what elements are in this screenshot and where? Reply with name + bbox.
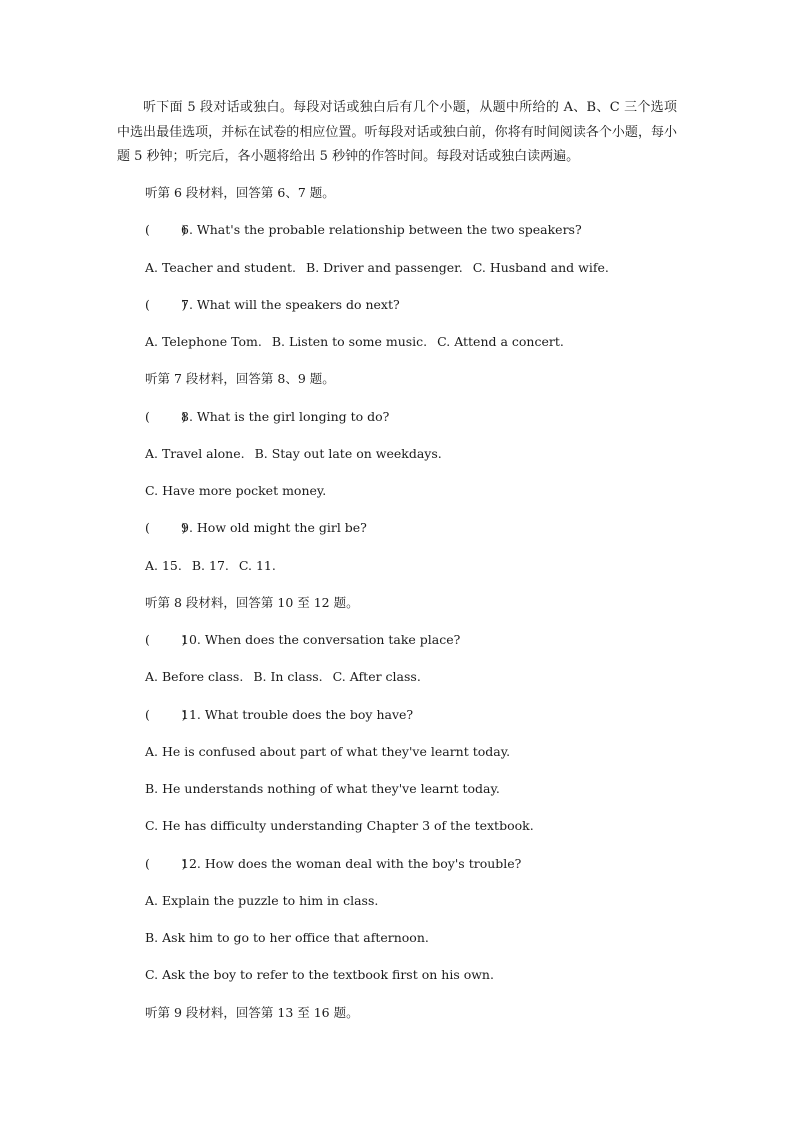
section-heading-6: 听第 6 段材料，回答第 6、7 题。 bbox=[145, 185, 335, 200]
answer-blank: ( ) bbox=[145, 856, 187, 871]
option-a: A. Telephone Tom. bbox=[145, 334, 262, 349]
answer-blank: ( ) bbox=[145, 707, 187, 722]
question-11-text: 11. What trouble does the boy have? bbox=[181, 707, 414, 722]
option-b: B. Driver and passenger. bbox=[306, 260, 463, 275]
question-6-options bbox=[145, 260, 609, 276]
option-b: B. 17. bbox=[191, 558, 229, 573]
question-6-text: 6. What's the probable relationship between the two speakers? bbox=[181, 222, 582, 237]
question-10-options bbox=[145, 669, 421, 685]
question-9-options bbox=[145, 558, 276, 574]
question-11-option-c: C. He has difficulty understanding Chapter 3 of the textbook. bbox=[145, 818, 534, 833]
option-a: A. Travel alone. bbox=[145, 446, 245, 461]
question-7 bbox=[145, 297, 400, 313]
option-b: B. In class. bbox=[253, 669, 323, 684]
option-a: A. Teacher and student. bbox=[145, 260, 297, 275]
answer-blank: ( ) bbox=[145, 632, 187, 647]
option-c: C. Attend a concert. bbox=[437, 334, 564, 349]
question-10 bbox=[145, 632, 460, 648]
question-8 bbox=[145, 409, 389, 425]
listening-instructions: 听下面 5 段对话或独白。每段对话或独白后有几个小题，从题中所给的 A、B、C 三个选项中选出最佳选项，并标在试卷的相应位置。听每段对话或独白前，你将有时间阅读各个小题，每小题 5 秒钟；听完后，各小题将给出 5 秒钟的作答时间。每段对话或独白读两遍。 bbox=[117, 100, 677, 164]
answer-blank: ( ) bbox=[145, 409, 187, 424]
question-7-text: 7. What will the speakers do next? bbox=[181, 297, 400, 312]
answer-blank: ( ) bbox=[145, 520, 187, 535]
question-9 bbox=[145, 520, 367, 536]
question-12-option-a: A. Explain the puzzle to him in class. bbox=[145, 893, 379, 908]
section-heading-8: 听第 8 段材料，回答第 10 至 12 题。 bbox=[145, 595, 359, 610]
question-8-options bbox=[145, 446, 442, 462]
question-7-options bbox=[145, 334, 564, 350]
option-b: B. Stay out late on weekdays. bbox=[254, 446, 442, 461]
option-c: C. Husband and wife. bbox=[472, 260, 609, 275]
option-c: C. After class. bbox=[332, 669, 421, 684]
section-heading-9: 听第 9 段材料，回答第 13 至 16 题。 bbox=[145, 1005, 359, 1020]
question-12 bbox=[145, 856, 521, 872]
question-10-text: 10. When does the conversation take place? bbox=[181, 632, 461, 647]
question-11-option-b: B. He understands nothing of what they've learnt today. bbox=[145, 781, 500, 796]
question-11 bbox=[145, 707, 413, 723]
option-a: A. Before class. bbox=[145, 669, 244, 684]
question-12-text: 12. How does the woman deal with the boy's trouble? bbox=[181, 856, 522, 871]
answer-blank: ( ) bbox=[145, 297, 187, 312]
question-12-option-b: B. Ask him to go to her office that afternoon. bbox=[145, 930, 429, 945]
question-6 bbox=[145, 222, 582, 238]
section-heading-7: 听第 7 段材料，回答第 8、9 题。 bbox=[145, 371, 335, 386]
question-8-text: 8. What is the girl longing to do? bbox=[181, 409, 390, 424]
option-a: A. 15. bbox=[145, 558, 182, 573]
option-b: B. Listen to some music. bbox=[271, 334, 428, 349]
question-12-option-c: C. Ask the boy to refer to the textbook first on his own. bbox=[145, 967, 494, 982]
answer-blank: ( ) bbox=[145, 222, 187, 237]
option-c: C. 11. bbox=[238, 558, 276, 573]
question-9-text: 9. How old might the girl be? bbox=[181, 520, 367, 535]
question-8-option-c: C. Have more pocket money. bbox=[145, 483, 327, 498]
question-11-option-a: A. He is confused about part of what they've learnt today. bbox=[145, 744, 511, 759]
